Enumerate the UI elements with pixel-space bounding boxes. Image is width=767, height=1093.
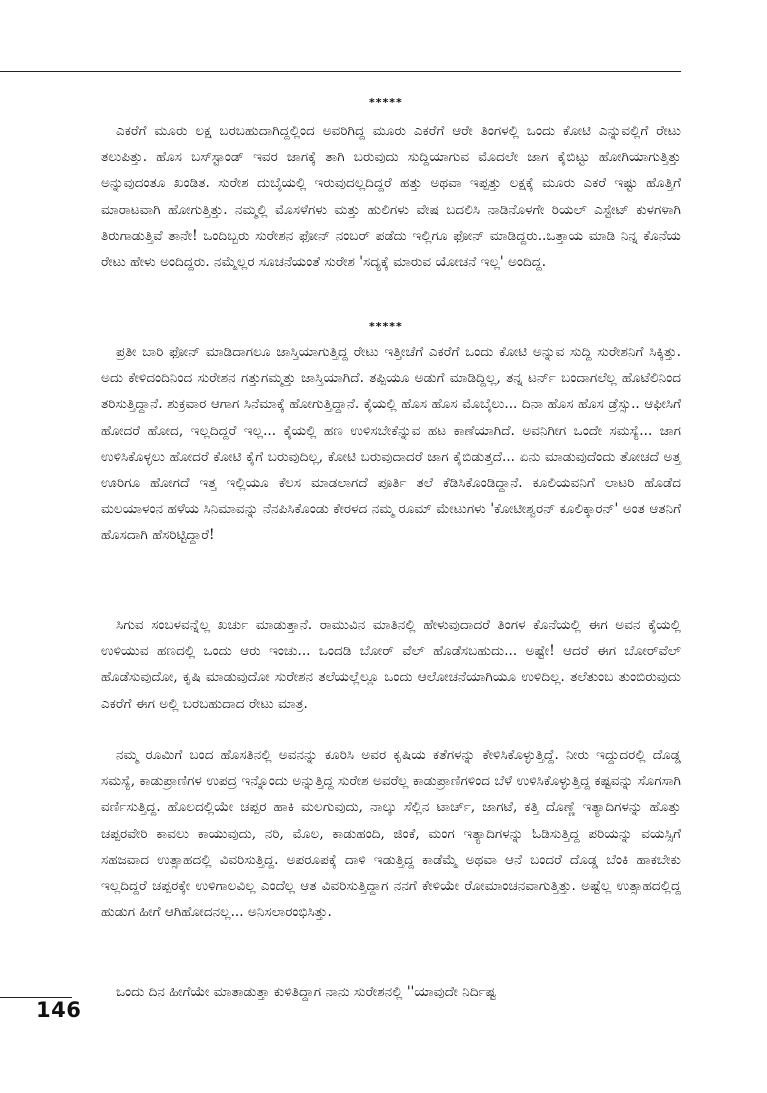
- page-number: 146: [36, 998, 82, 1022]
- paragraph-5: ಒಂದು ದಿನ ಹೀಗೆಯೇ ಮಾತಾಡುತ್ತಾ ಕುಳಿತಿದ್ದಾಗ ನಾನು ಸುರೇಶನಲ್ಲಿ ''ಯಾವುದೇ ನಿರ್ದಿಷ್ಟ: [116, 984, 496, 1000]
- section-separator-mid: *****: [369, 320, 403, 333]
- paragraph-1: ಎಕರೆಗೆ ಮೂರು ಲಕ್ಷ ಬರಬಹುದಾಗಿದ್ದಲ್ಲಿಂದ ಅವರಿಗಿದ್ದ ಮೂರು ಎಕರೆಗೆ ಆರೇ ತಿಂಗಳಲ್ಲಿ ಒಂದು ಕೋಟಿ ಎನ್ನುವಲ್ಲಿಗೆ ರೇಟು ತಲುಪಿತ್ತು. ಹೊಸ ಬಸ್‌ಸ್ಟಾಂಡ್ ಇವರ ಜಾಗಕ್ಕೆ ತಾಗಿ ಬರುವುದು ಸುದ್ದಿಯಾಗುವ ಮೊದಲೇ ಜಾಗ ಕೈಬಿಟ್ಟು ಹೋಗಿಯಾಗುತ್ತಿತ್ತು ಅನ್ನುವುದಂತೂ ಖಂಡಿತ. ಸುರೇಶ ದುಬೈಯಲ್ಲಿ ಇರುವುದಲ್ಲದಿದ್ದರೆ ಹತ್ತು ಅಥವಾ ಇಪ್ಪತ್ತು ಲಕ್ಷಕ್ಕೆ ಮೂರು ಎಕರೆ ಇಷ್ಟು ಹೊತ್ತಿಗೆ ಮಾರಾಟವಾಗಿ ಹೋಗುತ್ತಿತ್ತು. ನಮ್ಮಲ್ಲಿ ಮೊಸಳೆಗಳು ಮತ್ತು ಹುಲಿಗಳು ವೇಷ ಬದಲಿಸಿ ನಾಡಿನೊಳಗೇ ರಿಯಲ್ ಎಸ್ಟೇಟ್ ಕುಳಗಳಾಗಿ ತಿರುಗಾಡುತ್ತಿವೆ ತಾನೇ! ಒಂದಿಬ್ಬರು ಸುರೇಶನ ಫೋನ್ ನಂಬರ್ ಪಡೆದು ಇಲ್ಲಿಗೂ ಫೋನ್ ಮಾಡಿದ್ದರು..ಒತ್ತಾಯ ಮಾಡಿ ನಿನ್ನ ಕೊನೆಯ ರೇಟು ಹೇಳು ಅಂದಿದ್ದರು. ನಮ್ಮೆಲ್ಲರ ಸೂಚನೆಯಂತೆ ಸುರೇಶ 'ಸದ್ಯಕ್ಕೆ ಮಾರುವ ಯೋಚನೆ ಇಲ್ಲ' ಅಂದಿದ್ದ.: [101, 123, 681, 271]
- paragraph-3: ಸಿಗುವ ಸಂಬಳವನ್ನೆಲ್ಲ ಖರ್ಚು ಮಾಡುತ್ತಾನೆ. ರಾಮುವಿನ ಮಾತಿನಲ್ಲಿ ಹೇಳುವುದಾದರೆ ತಿಂಗಳ ಕೊನೆಯಲ್ಲಿ ಈಗ ಅವನ ಕೈಯಲ್ಲಿ ಉಳಿಯುವ ಹಣದಲ್ಲಿ ಒಂದು ಆರು ಇಂಚು... ಒಂದಡಿ ಬೋರ್ ವೆಲ್ ಹೊಡೆಸಬಹುದು... ಅಷ್ಟೇ! ಆದರೆ ಈಗ ಬೋರ್‌ವೆಲ್ ಹೊಡೆಸುವುದೋ, ಕೃಷಿ ಮಾಡುವುದೋ ಸುರೇಶನ ತಲೆಯಲ್ಲೆಲ್ಲೂ ಒಂದು ಆಲೋಚನೆಯಾಗಿಯೂ ಉಳಿದಿಲ್ಲ. ತಲೆತುಂಬ ತುಂಬಿರುವುದು ಎಕರೆಗೆ ಈಗ ಅಲ್ಲಿ ಬರಬಹುದಾದ ರೇಟು ಮಾತ್ರ.: [101, 617, 681, 712]
- top-rule: [0, 71, 681, 72]
- paragraph-4: ನಮ್ಮ ರೂಮಿಗೆ ಬಂದ ಹೊಸತಿನಲ್ಲಿ ಅವನನ್ನು ಕೂರಿಸಿ ಅವರ ಕೃಷಿಯ ಕತೆಗಳನ್ನು ಕೇಳಿಸಿಕೊಳ್ಳುತ್ತಿದ್ದೆ. ನೀರು ಇದ್ದುದರಲ್ಲಿ ದೊಡ್ಡ ಸಮಸ್ಯೆ, ಕಾಡುಪ್ರಾಣಿಗಳ ಉಪದ್ರ ಇನ್ನೊಂದು ಅನ್ನುತ್ತಿದ್ದ ಸುರೇಶ ಅವರೆಲ್ಲ ಕಾಡುಪ್ರಾಣಿಗಳಿಂದ ಬೆಳೆ ಉಳಿಸಿಕೊಳ್ಳುತ್ತಿದ್ದ ಕಷ್ಟವನ್ನು ಸೊಗಸಾಗಿ ವರ್ಣಿಸುತ್ತಿದ್ದ. ಹೊಲದಲ್ಲಿಯೇ ಚಪ್ಪರ ಹಾಕಿ ಮಲಗುವುದು, ನಾಲ್ಕು ಸೆಲ್ಲಿನ ಟಾರ್ಚ್, ಜಾಗಟೆ, ಕತ್ತಿ ದೊಣ್ಣೆ ಇತ್ಯಾದಿಗಳನ್ನು ಹೊತ್ತು ಚಪ್ಪರವೇರಿ ಕಾವಲು ಕಾಯುವುದು, ನರಿ, ಮೊಲ, ಕಾಡುಹಂದಿ, ಜಿಂಕೆ, ಮಂಗ ಇತ್ಯಾದಿಗಳನ್ನು ಓಡಿಸುತ್ತಿದ್ದ ಪರಿಯನ್ನು ವಯಸ್ಸಿಗೆ ಸಹಜವಾದ ಉತ್ಸಾಹದಲ್ಲಿ ವಿವರಿಸುತ್ತಿದ್ದ. ಅಪರೂಪಕ್ಕೆ ದಾಳಿ ಇಡುತ್ತಿದ್ದ ಕಾಡೆಮ್ಮೆ ಅಥವಾ ಆನೆ ಬಂದರೆ ದೊಡ್ಡ ಬೆಂಕಿ ಹಾಕಬೇಕು ಇಲ್ಲದಿದ್ದರೆ ಚಪ್ಪರಕ್ಕೇ ಉಳಿಗಾಲವಿಲ್ಲ ಎಂದೆಲ್ಲ ಆತ ವಿವರಿಸುತ್ತಿದ್ದಾಗ ನನಗೆ ಕೇಳಿಯೇ ರೋಮಾಂಚನವಾಗುತ್ತಿತ್ತು. ಅಷ್ಟೆಲ್ಲ ಉತ್ಸಾಹದಲ್ಲಿದ್ದ ಹುಡುಗ ಹೀಗೆ ಆಗಿಹೋದನಲ್ಲ... ಅನಿಸಲಾರಂಭಿಸಿತ್ತು.: [101, 747, 681, 921]
- paragraph-2: ಪ್ರತೀ ಬಾರಿ ಫೋನ್ ಮಾಡಿದಾಗಲೂ ಜಾಸ್ತಿಯಾಗುತ್ತಿದ್ದ ರೇಟು ಇತ್ತೀಚೆಗೆ ಎಕರೆಗೆ ಒಂದು ಕೋಟಿ ಅನ್ನುವ ಸುದ್ದಿ ಸುರೇಶನಿಗೆ ಸಿಕ್ಕಿತ್ತು. ಅದು ಕೇಳಿದಂದಿನಿಂದ ಸುರೇಶನ ಗತ್ತುಗಮ್ಮತ್ತು ಜಾಸ್ತಿಯಾಗಿದೆ. ತಪ್ಪಿಯೂ ಅಡುಗೆ ಮಾಡಿದ್ದಿಲ್ಲ, ತನ್ನ ಟರ್ನ್ ಬಂದಾಗಲೆಲ್ಲ ಹೊಟೆಲಿನಿಂದ ತರಿಸುತ್ತಿದ್ದಾನೆ. ಶುಕ್ರವಾರ ಆಗಾಗ ಸಿನೆಮಾಕ್ಕೆ ಹೋಗುತ್ತಿದ್ದಾನೆ. ಕೈಯಲ್ಲಿ ಹೊಸ ಹೊಸ ಮೊಬೈಲು... ದಿನಾ ಹೊಸ ಹೊಸ ಡ್ರೆಸ್ಸು.. ಆಫೀಸಿಗೆ ಹೋದರೆ ಹೋದ, ಇಲ್ಲದಿದ್ದರೆ ಇಲ್ಲ... ಕೈಯಲ್ಲಿ ಹಣ ಉಳಿಸಬೇಕೆನ್ನುವ ಹಟ ಕಾಣೆಯಾಗಿದೆ. ಅವನಿಗೀಗ ಒಂದೇ ಸಮಸ್ಯೆ... ಜಾಗ ಉಳಿಸಿಕೊಳ್ಳಲು ಹೋದರೆ ಕೋಟಿ ಕೈಗೆ ಬರುವುದಿಲ್ಲ, ಕೋಟಿ ಬರುವುದಾದರೆ ಜಾಗ ಕೈಬಿಡುತ್ತದೆ... ಏನು ಮಾಡುವುದೆಂದು ತೋಚದೆ ಅತ್ತ ಊರಿಗೂ ಹೋಗದೆ ಇತ್ತ ಇಲ್ಲಿಯೂ ಕೆಲಸ ಮಾಡಲಾಗದೆ ಪೂರ್ತಿ ತಲೆ ಕೆಡಿಸಿಕೊಂಡಿದ್ದಾನೆ. ಕೂಲಿಯವನಿಗೆ ಲಾಟರಿ ಹೊಡೆದ ಮಲಯಾಳಂನ ಹಳೆಯ ಸಿನಿಮಾವನ್ನು ನೆನಪಿಸಿಕೊಂಡು ಕೇರಳದ ನಮ್ಮ ರೂಮ್ ಮೇಟುಗಳು 'ಕೋಟೀಶ್ವರನ್ ಕೂಲಿಕ್ಕಾರನ್' ಅಂತ ಆತನಿಗೆ ಹೊಸದಾಗಿ ಹೆಸರಿಟ್ಟಿದ್ದಾರೆ!: [101, 344, 681, 544]
- section-separator-top: *****: [369, 96, 403, 109]
